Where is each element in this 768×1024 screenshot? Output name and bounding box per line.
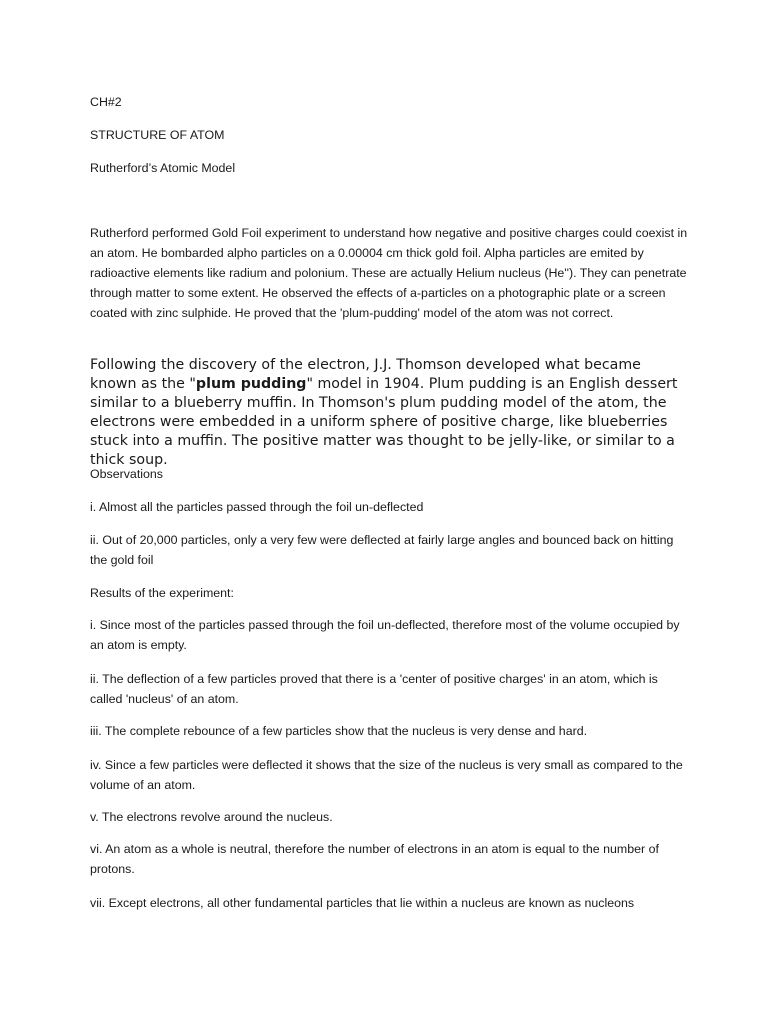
result-item: iii. The complete rebounce of a few particles show that the nucleus is very dense and hard. xyxy=(90,724,588,738)
plum-text-before: Following the discovery of the electron, J.J. Thomson developed what became known as the " xyxy=(90,357,641,392)
result-item: v. The electrons revolve around the nucleus. xyxy=(90,810,333,824)
observation-item: ii. Out of 20,000 particles, only a very few were deflected at fairly large angles and bounced back on hitting the gold foil xyxy=(90,533,674,567)
plum-text-bold: plum pudding xyxy=(195,376,307,392)
observation-item: i. Almost all the particles passed through the foil un-deflected xyxy=(90,500,424,514)
plum-pudding-paragraph xyxy=(90,356,688,470)
results-heading: Results of the experiment: xyxy=(90,586,234,600)
plum-text-after: " model in 1904. Plum pudding is an English dessert similar to a blueberry muffin. In Thomson's plum pudding model of the atom, the electrons were embedded in a uniform sphere of positive charge, like blueberries stuck into a muffin. The positive matter was thought to be jelly-like, or similar to a thick soup. xyxy=(90,376,678,468)
observations-heading: Observations xyxy=(90,467,164,481)
result-item: vii. Except electrons, all other fundamental particles that lie within a nucleus are known as nucleons xyxy=(90,896,635,910)
section-subtitle: Rutherford’s Atomic Model xyxy=(90,161,236,175)
document-title: STRUCTURE OF ATOM xyxy=(90,128,225,142)
result-item: iv. Since a few particles were deflected it shows that the size of the nucleus is very small as compared to the volume of an atom. xyxy=(90,758,683,792)
result-item: ii. The deflection of a few particles proved that there is a 'center of positive charges' in an atom, which is called 'nucleus' of an atom. xyxy=(90,672,658,706)
chapter-label: CH#2 xyxy=(90,95,122,109)
intro-paragraph: Rutherford performed Gold Foil experiment to understand how negative and positive charges could coexist in an atom. He bombarded alpho particles on a 0.00004 cm thick gold foil. Alpha particles are emited by radioactive elements like radium and polonium. These are actually Helium nucleus (He''). They can penetrate through matter to some extent. He observed the effects of a-particles on a photographic plate or a screen coated with zinc sulphide. He proved that the 'plum-pudding' model of the atom was not correct. xyxy=(90,226,688,320)
result-item: i. Since most of the particles passed through the foil un-deflected, therefore most of the volume occupied by an atom is empty. xyxy=(90,618,680,652)
result-item: vi. An atom as a whole is neutral, therefore the number of electrons in an atom is equal to the number of protons. xyxy=(90,842,659,876)
